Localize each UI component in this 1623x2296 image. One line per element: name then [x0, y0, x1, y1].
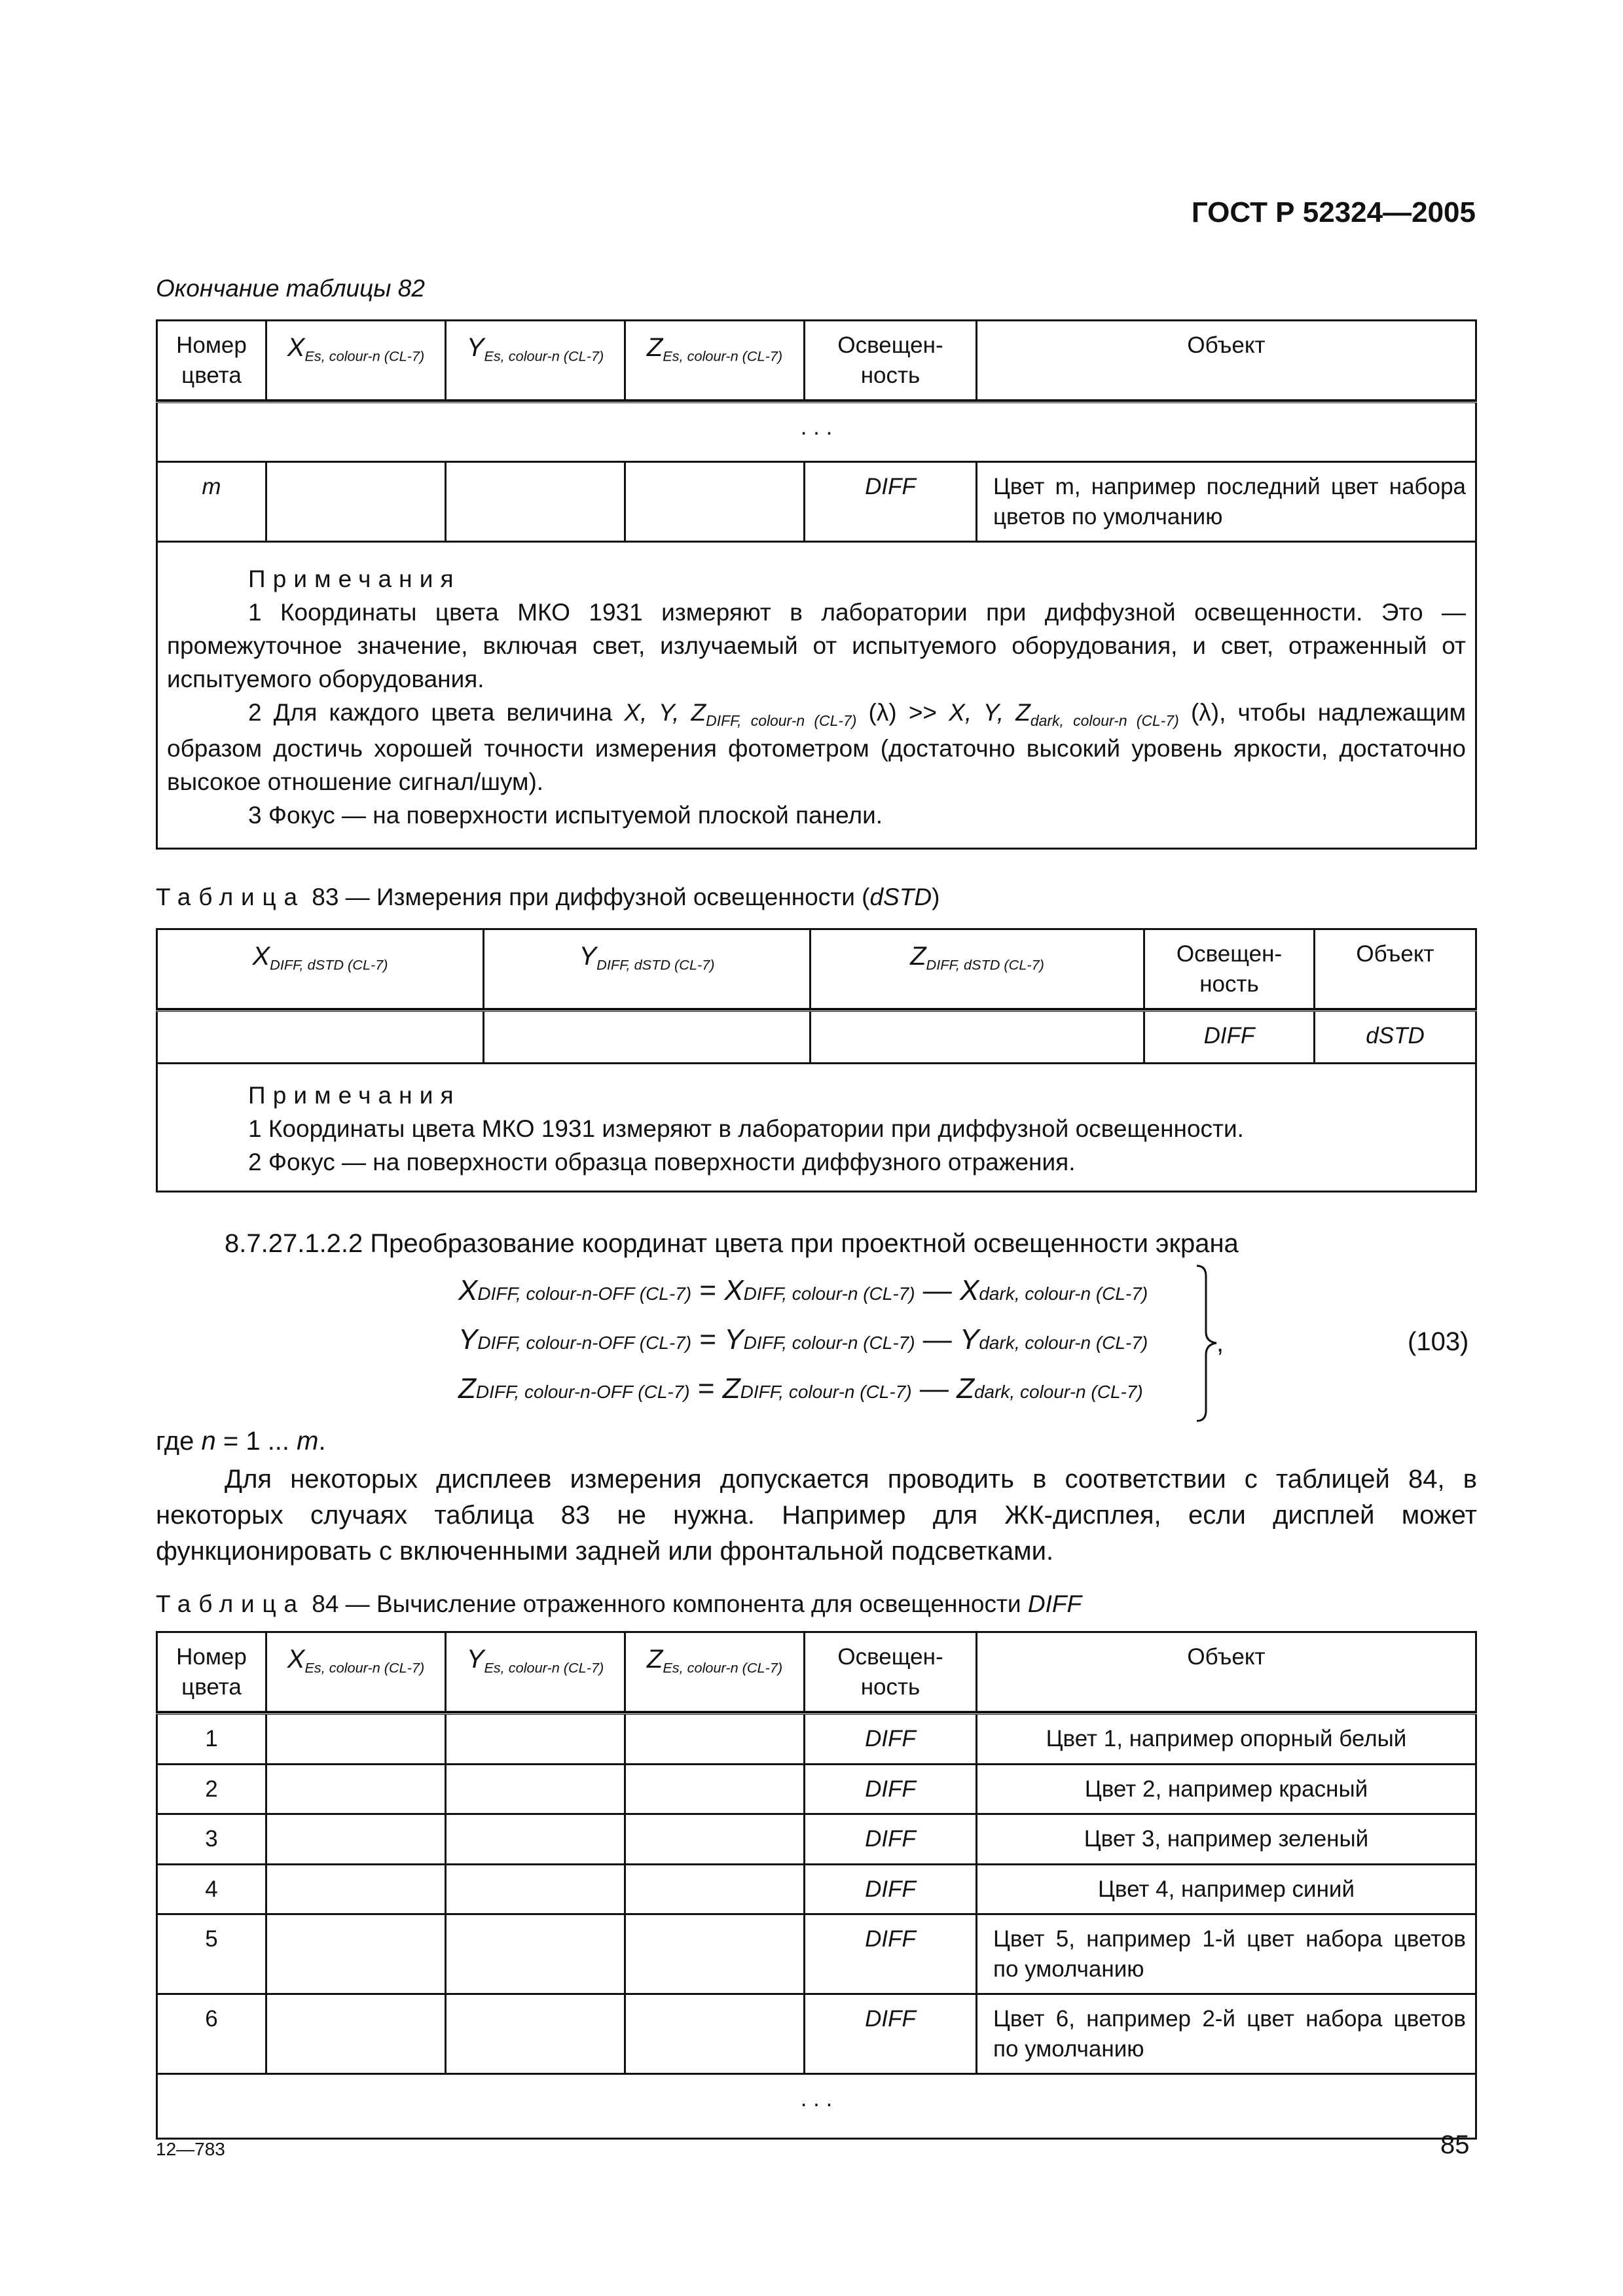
- row-number: 1: [157, 1714, 266, 1765]
- row-object: Цвет 1, например опорный белый: [977, 1714, 1476, 1765]
- formula-comma: ,: [1216, 1329, 1224, 1357]
- row-object: Цвет 2, например красный: [977, 1764, 1476, 1814]
- header-y: $Y_{DIFF, dSTD (CL-7)}$: [484, 929, 811, 1009]
- row-illumination: DIFF: [805, 1864, 977, 1914]
- header-object: Объект: [1315, 929, 1476, 1009]
- header-x: $X_{Es, colour-n (CL-7)}$: [266, 1632, 446, 1712]
- row-illumination: DIFF: [805, 1914, 977, 1994]
- row-m-number: m: [157, 462, 266, 542]
- row-illumination: DIFF: [805, 1764, 977, 1814]
- table-84: [156, 1631, 1477, 2140]
- header-illumination: Освещен-ность: [1144, 929, 1315, 1009]
- table-row: [157, 1994, 1476, 2074]
- ellipsis-row: . . .: [157, 403, 1476, 462]
- header-x: $X_{Es, colour-n (CL-7)}$: [266, 321, 446, 401]
- table-row: [157, 1714, 1476, 1765]
- section-heading: 8.7.27.1.2.2 Преобразование координат цвета при проектной освещенности экрана: [225, 1229, 1239, 1258]
- row-m-object: Цвет m, например последний цвет набора цветов по умолчанию: [977, 462, 1476, 542]
- row-number: 3: [157, 1814, 266, 1865]
- formula-line-x: XDIFF, colour-n-OFF (CL-7) = XDIFF, colour-n (CL-7) — Xdark, colour-n (CL-7): [458, 1274, 1148, 1306]
- notes-title: Примечания: [248, 1082, 461, 1109]
- row-object: dSTD: [1315, 1011, 1476, 1064]
- footer-sheet-code: 12—783: [156, 2139, 225, 2159]
- header-y: $Y_{Es, colour-n (CL-7)}$: [446, 1632, 625, 1712]
- notes-title: Примечания: [248, 565, 461, 592]
- right-brace: [1192, 1263, 1231, 1424]
- note-2: 2 Фокус — на поверхности образца поверхности диффузного отражения.: [248, 1149, 1076, 1176]
- header-z: $Z_{DIFF, dSTD (CL-7)}$: [811, 929, 1144, 1009]
- row-number: 4: [157, 1864, 266, 1914]
- row-number: 5: [157, 1914, 266, 1994]
- table-83-caption: Таблица 83 — Измерения при диффузной освещенности (dSTD): [156, 884, 940, 910]
- equation-number: (103): [1408, 1327, 1469, 1356]
- where-clause: где n = 1 ... m.: [156, 1427, 326, 1456]
- table-row: [157, 1864, 1476, 1914]
- header-color-number: Номер цвета: [157, 321, 266, 401]
- table-row: [157, 1914, 1476, 1994]
- table-82-end: [156, 319, 1477, 850]
- header-x: $X_{DIFF, dSTD (CL-7)}$: [157, 929, 484, 1009]
- note-3: 3 Фокус — на поверхности испытуемой плоской панели.: [248, 801, 883, 829]
- header-object: Объект: [977, 321, 1476, 401]
- page-number: 85: [1440, 2130, 1470, 2159]
- row-object: Цвет 4, например синий: [977, 1864, 1476, 1914]
- table-row: [157, 1764, 1476, 1814]
- header-color-number: Номер цвета: [157, 1632, 266, 1712]
- table-83: [156, 928, 1477, 1193]
- table-84-caption: Таблица 84 — Вычисление отраженного компонента для освещенности DIFF: [156, 1590, 1082, 1617]
- row-number: 6: [157, 1994, 266, 2074]
- header-z: $Z_{Es, colour-n (CL-7)}$: [625, 1632, 805, 1712]
- ellipsis-row: . . .: [157, 2074, 1476, 2139]
- table-82-notes: [157, 542, 1476, 849]
- row-illumination: DIFF: [805, 1814, 977, 1865]
- note-1: 1 Координаты цвета МКО 1931 измеряют в лаборатории при диффузной освещенности.: [248, 1115, 1244, 1143]
- row-number: 2: [157, 1764, 266, 1814]
- formula-line-y: YDIFF, colour-n-OFF (CL-7) = YDIFF, colour-n (CL-7) — Ydark, colour-n (CL-7): [458, 1323, 1148, 1355]
- row-object: Цвет 5, например 1-й цвет набора цветов по умолчанию: [977, 1914, 1476, 1994]
- header-object: Объект: [977, 1632, 1476, 1712]
- header-y: $Y_{Es, colour-n (CL-7)}$: [446, 321, 625, 401]
- row-illumination: DIFF: [1144, 1011, 1315, 1064]
- table-82-caption: Окончание таблицы 82: [156, 275, 425, 302]
- table-row: [157, 1814, 1476, 1865]
- body-paragraph: Для некоторых дисплеев измерения допускается проводить в соответствии с таблицей 84, в некоторых случаях таблица 83 не нужна. Например для ЖК-дисплея, если дисплей может функционировать с включенными задней или фронтальной подсветками.: [156, 1465, 1477, 1566]
- formula-line-z: ZDIFF, colour-n-OFF (CL-7) = ZDIFF, colour-n (CL-7) — Zdark, colour-n (CL-7): [458, 1372, 1143, 1405]
- header-illumination: Освещен-ность: [805, 1632, 977, 1712]
- note-2: 2 Для каждого цвета величина X, Y, $Z_{DIFF, colour-n (CL-7)}$ (λ) >> X, Y, $Z_{dark, colour-n (CL-7)}$ (λ), чтобы надлежащим образом достичь хорошей точности измерения фотометром (достаточно высокий уровень яркости, достаточно высокое отношение сигнал/шум).: [167, 699, 1467, 795]
- note-1: 1 Координаты цвета МКО 1931 измеряют в лаборатории при диффузной освещенности. Это — промежуточное значение, включая свет, излучаемый от испытуемого оборудования, и свет, отраженный от испытуемого оборудования.: [167, 599, 1466, 693]
- row-object: Цвет 3, например зеленый: [977, 1814, 1476, 1865]
- row-object: Цвет 6, например 2-й цвет набора цветов по умолчанию: [977, 1994, 1476, 2074]
- document-code: ГОСТ Р 52324—2005: [1191, 196, 1476, 228]
- table-83-notes: [157, 1064, 1476, 1192]
- row-m-illumination: DIFF: [805, 462, 977, 542]
- header-illumination: Освещен-ность: [805, 321, 977, 401]
- row-illumination: DIFF: [805, 1714, 977, 1765]
- row-illumination: DIFF: [805, 1994, 977, 2074]
- header-z: $Z_{Es, colour-n (CL-7)}$: [625, 321, 805, 401]
